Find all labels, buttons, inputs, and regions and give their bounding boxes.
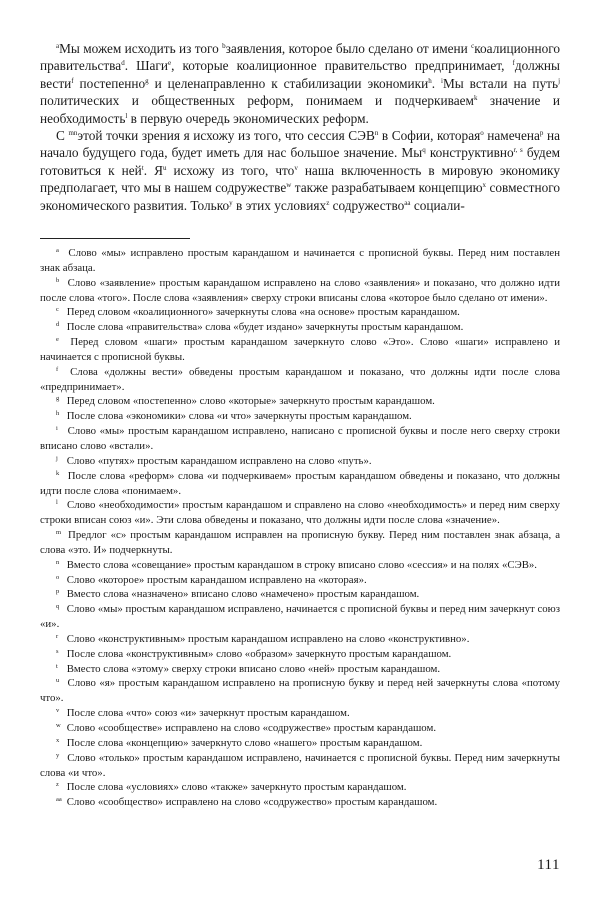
footnote: i Слово «мы» простым карандашом исправлено, написано с прописной буквы и после него сверху строки вписано слово «встали». bbox=[40, 425, 561, 452]
footnote: d После слова «правительства» слова «будет издано» зачеркнуты простым карандашом. bbox=[56, 321, 464, 334]
footnote: c Перед словом «коалиционного» зачеркнуты слова «на основе» простым карандашом. bbox=[56, 306, 460, 319]
footnote: l Слово «необходимости» простым карандашом и справлено на слово «необходимость» и перед ним сверху строки вписан союз «и». Эти слова обведены и показано, что должны идти после слова «значение». bbox=[40, 499, 561, 527]
footnote: s После слова «конструктивным» слово «образом» зачеркнуто простым карандашом. bbox=[56, 647, 452, 660]
paragraph-1: $^a$Мы можем исходить из того $^b$заявления, которое было сделано от имени $^c$коалиционного правительства$^d$. Шаги$^e$, которые коалиционное правительство предпринимает, $^f$должны вести$^f$ постепенно$^g$ и целенаправленно к стабилизации экономики$^h$. $^i$Мы встали на путь$^j$ политических и общественных реформ, понимаем и подчеркиваем$^k$ значение и необходимость$^l$ в первую очередь экономических реформ. bbox=[40, 41, 561, 126]
footnote: aa Слово «сообщество» исправлено на слово «содружество» простым карандашом. bbox=[56, 796, 438, 809]
page-number: 111 bbox=[537, 857, 560, 873]
main-text bbox=[40, 40, 560, 214]
footnote-divider bbox=[40, 238, 190, 239]
footnote: y Слово «только» простым карандашом исправлено, начинается с прописной буквы. Перед ним зачеркнуты слова «и что». bbox=[40, 751, 560, 779]
footnote: z После слова «условиях» слово «также» зачеркнуто простым карандашом. bbox=[56, 781, 407, 794]
footnote: h После слова «экономики» слова «и что» зачеркнуты простым карандашом. bbox=[56, 410, 412, 423]
footnote: a Слово «мы» исправлено простым карандашом и начинается с прописной буквы. Перед ним поставлен знак абзаца. bbox=[40, 247, 560, 274]
footnote: p Вместо слова «назначено» вписано слово «намечено» простым карандашом. bbox=[56, 588, 420, 601]
footnote: v После слова «что» союз «и» зачеркнут простым карандашом. bbox=[56, 707, 350, 720]
footnote: n Вместо слова «совещание» простым карандашом в строку вписано слово «сессия» и на полях «СЭВ». bbox=[56, 558, 538, 571]
footnote: r Слово «конструктивным» простым карандашом исправлено на слово «конструктивно». bbox=[56, 632, 470, 645]
footnote: b Слово «заявление» простым карандашом исправлено на слово «заявления» и показано, что должно идти после слова «того». После слова «заявления» сверху строки вписаны слова «которое было сделано от имени». bbox=[40, 276, 561, 304]
footnote: q Слово «мы» простым карандашом исправлено, начинается с прописной буквы и перед ним зачеркнут союз «и». bbox=[40, 603, 560, 631]
footnote: o Слово «которое» простым карандашом исправлено на «которая». bbox=[56, 573, 367, 586]
paragraph-2: С $^{mn}$этой точки зрения я исхожу из того, что сессия СЭВ$^n$ в Софии, которая$^o$ намечена$^p$ на начало будущего года, будет иметь для нас большое значение. $Мы^q$ конструктивно$^{r, s}$ будем готовиться к ней$^t$. $Я^u$ исхожу из того, что$^v$ наша включенность в мировую экономику предполагает, что мы в нашем содружестве$^w$ также разрабатываем концепцию$^x$ совместного экономического развития. Только$^y$ в этих условиях$^z$ содружество$^{aa}$ социали- bbox=[40, 128, 561, 213]
footnote: w Слово «сообществе» исправлено на слово «содружестве» простым карандашом. bbox=[56, 722, 437, 734]
footnote: k После слова «реформ» слова «и подчеркиваем» простым карандашом обведены и показано, что должны идти после слова «понимаем». bbox=[40, 469, 561, 497]
footnote: u Слово «я» простым карандашом исправлено на прописную букву и перед ней зачеркнуты слова «потому что». bbox=[40, 677, 561, 705]
footnote: x После слова «концепцию» зачеркнуто слово «нашего» простым карандашом. bbox=[56, 736, 423, 749]
footnote: m Предлог «с» простым карандашом исправлен на прописную букву. Перед ним поставлен знак абзаца, а слова «это. И» подчеркнуты. bbox=[40, 529, 560, 556]
footnote: f Слова «должны вести» обведены простым карандашом и показано, что должны идти после слова «предпринимает». bbox=[40, 365, 561, 393]
footnotes bbox=[40, 246, 560, 810]
footnote: g Перед словом «постепенно» слово «которые» зачеркнуто простым карандашом. bbox=[56, 395, 435, 408]
footnote: t Вместо слова «этому» сверху строки вписано слово «ней» простым карандашом. bbox=[56, 662, 441, 675]
footnote: j Слово «путях» простым карандашом исправлено на слово «путь». bbox=[56, 454, 372, 467]
footnote: e Перед словом «шаги» простым карандашом зачеркнуто слово «Это». Слово «шаги» исправлено и начинается с прописной буквы. bbox=[40, 336, 561, 363]
